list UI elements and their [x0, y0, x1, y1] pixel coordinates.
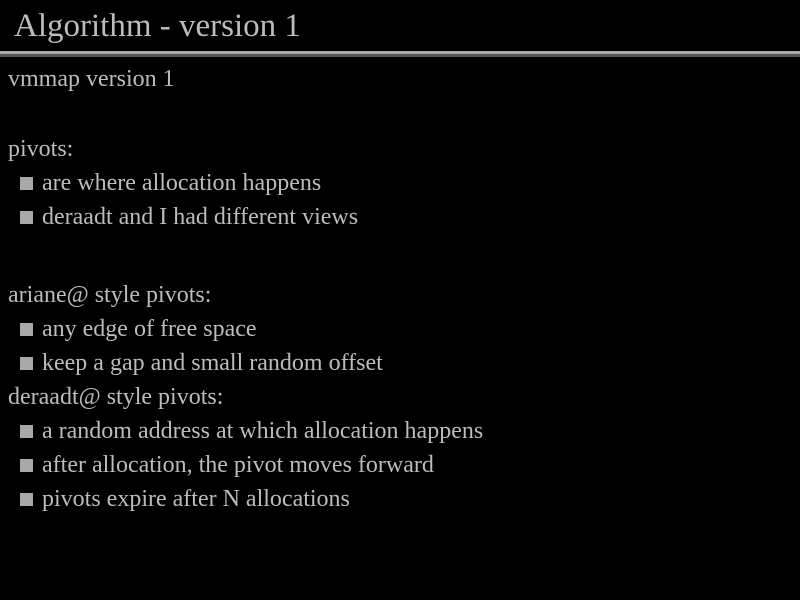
content-line — [0, 166, 800, 200]
content-line — [0, 346, 800, 380]
line-text: any edge of free space — [42, 316, 257, 342]
content-line — [0, 312, 800, 346]
line-text: deraadt@ style pivots: — [8, 384, 224, 410]
bullet-square-icon — [20, 493, 33, 506]
content-line — [0, 380, 800, 414]
line-text: deraadt and I had different views — [42, 204, 359, 230]
line-text: vmmap version 1 — [8, 66, 175, 92]
line-text: pivots expire after N allocations — [42, 486, 350, 512]
bullet-square-icon — [20, 357, 33, 370]
content-line — [0, 62, 800, 96]
line-text: keep a gap and small random offset — [42, 350, 383, 376]
line-text: a random address at which allocation happens — [42, 418, 484, 444]
bullet-square-icon — [20, 459, 33, 472]
bullet-square-icon — [20, 323, 33, 336]
content-line — [0, 482, 800, 516]
content-line — [0, 200, 800, 234]
content-line — [0, 132, 800, 166]
line-text: after allocation, the pivot moves forward — [42, 452, 434, 478]
bullet-square-icon — [20, 211, 33, 224]
content-line — [0, 448, 800, 482]
content-line — [0, 414, 800, 448]
line-text: pivots: — [8, 136, 74, 162]
slide-title: Algorithm - version 1 — [14, 8, 301, 44]
bullet-square-icon — [20, 177, 33, 190]
line-text: ariane@ style pivots: — [8, 282, 212, 308]
bullet-square-icon — [20, 425, 33, 438]
content-line — [0, 278, 800, 312]
line-text: are where allocation happens — [42, 170, 322, 196]
